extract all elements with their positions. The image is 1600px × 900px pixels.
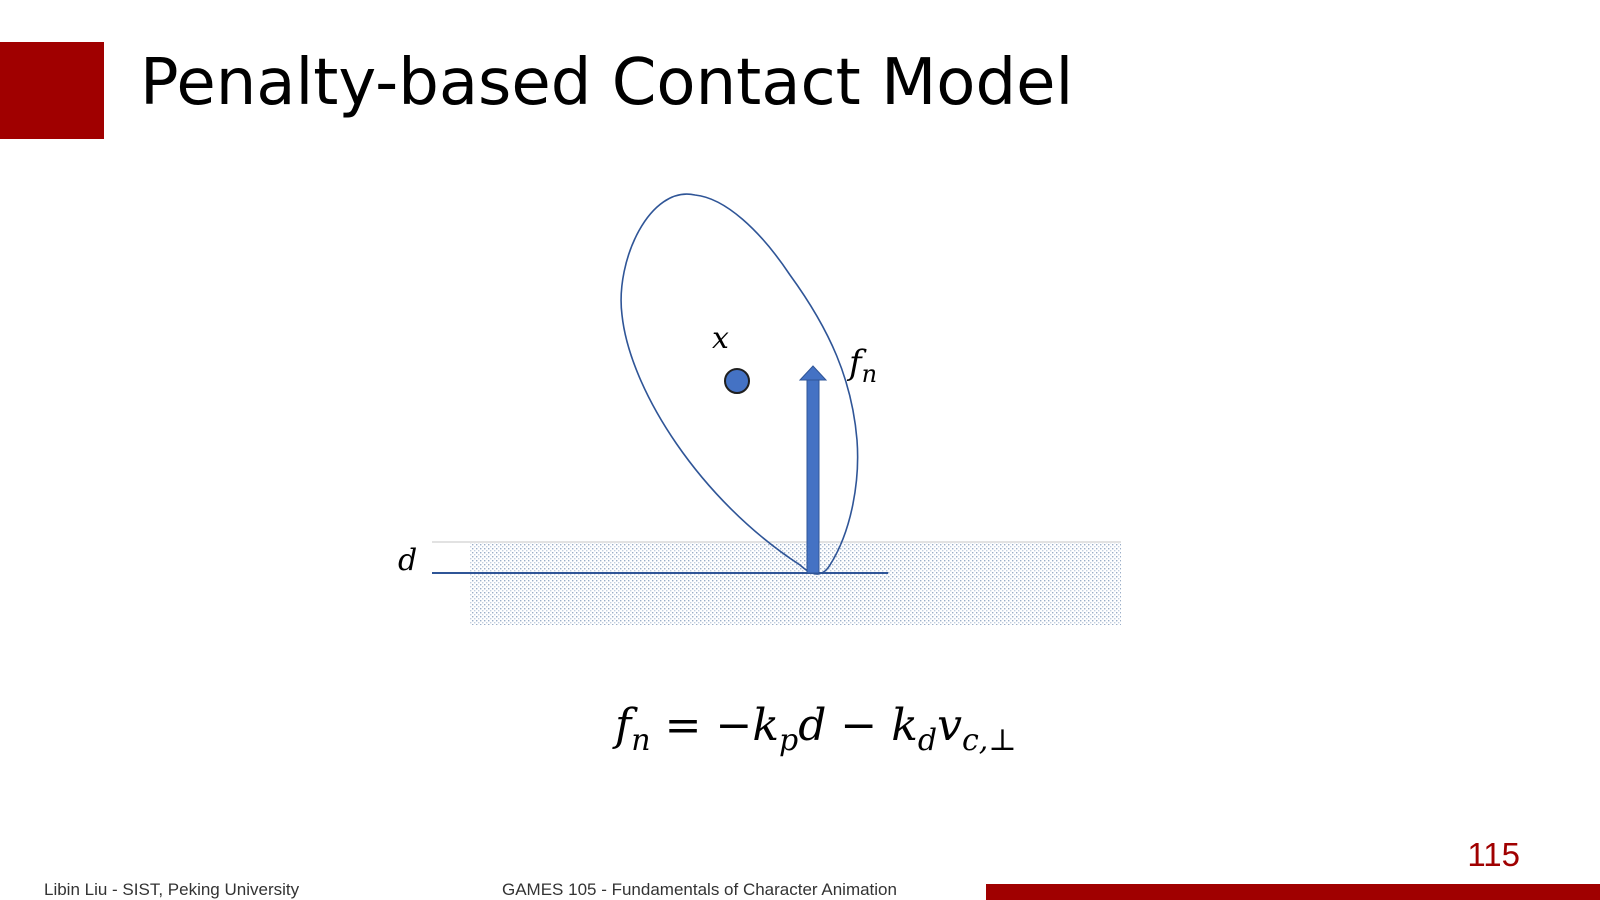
formula-fn: f (615, 700, 632, 751)
page-number: 115 (1467, 836, 1520, 873)
formula-d: d (798, 700, 827, 751)
formula-fn-sub: n (631, 723, 651, 758)
formula-kp-sub: p (779, 723, 799, 758)
formula-kp: k (752, 700, 780, 751)
label-d: d (398, 543, 418, 578)
ground-region (470, 543, 1121, 625)
label-x: x (712, 321, 729, 356)
contact-force-formula (615, 700, 1017, 758)
slide-title: Penalty-based Contact Model (140, 46, 1074, 120)
center-of-mass-point (725, 369, 749, 393)
formula-v-sub: c,⊥ (962, 723, 1017, 758)
formula-kd: k (891, 700, 918, 751)
label-fn: $f_n$ (849, 343, 878, 388)
footer-accent-bar (986, 884, 1600, 900)
formula-v: v (937, 700, 962, 751)
formula-kd-sub: d (917, 723, 938, 758)
formula-minus: − (826, 700, 892, 751)
normal-force-arrow-head (800, 366, 826, 380)
normal-force-arrow-shaft (807, 378, 819, 573)
formula-equals: = − (650, 700, 753, 751)
footer-author: Libin Liu - SIST, Peking University (44, 880, 300, 899)
footer-course: GAMES 105 - Fundamentals of Character Animation (502, 880, 897, 899)
